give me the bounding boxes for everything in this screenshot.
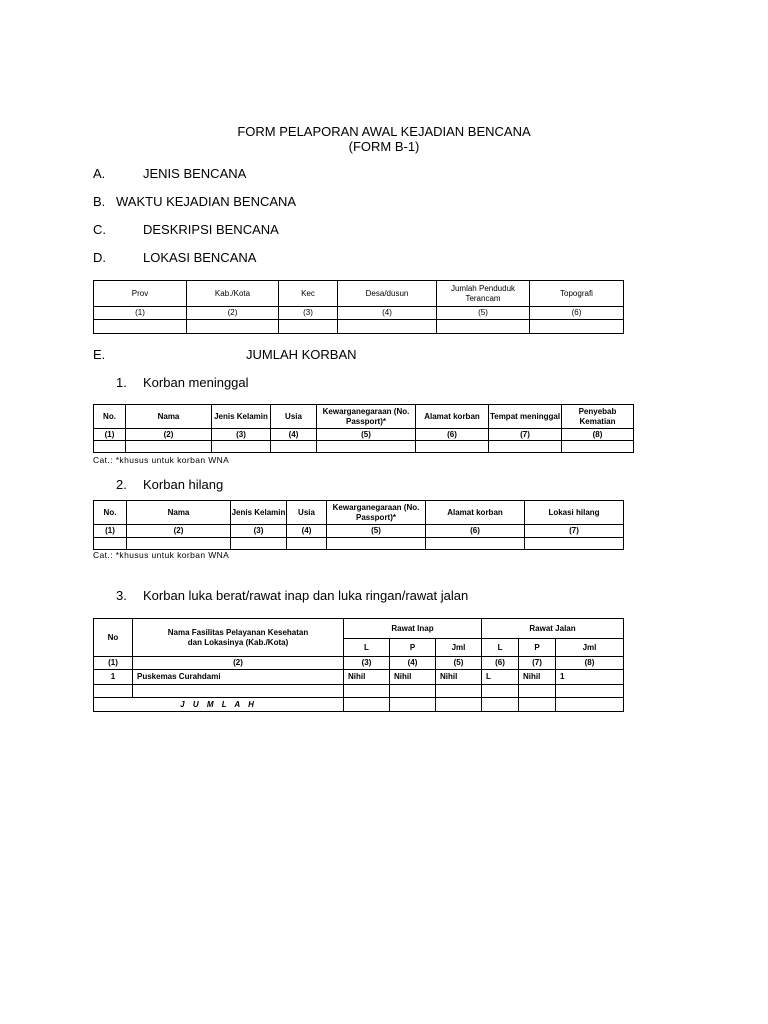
form-title: FORM PELAPORAN AWAL KEJADIAN BENCANA <box>237 124 531 139</box>
section-d-label: LOKASI BENCANA <box>143 250 257 265</box>
header-prov: Prov <box>94 281 187 307</box>
cell-inap-jml: Nihil <box>436 670 482 685</box>
section-a-letter: A. <box>93 166 106 181</box>
table-number-row <box>94 307 624 320</box>
korban-meninggal-note: Cat.: *khusus untuk korban WNA <box>93 455 230 465</box>
table-row <box>94 670 624 685</box>
col-number: (6) <box>482 657 519 670</box>
table-row <box>94 320 624 334</box>
col-number: (2) <box>126 429 212 441</box>
table-header-row <box>94 619 624 639</box>
table-row <box>94 538 624 550</box>
subheader-l: L <box>344 639 390 657</box>
col-number: (8) <box>556 657 624 670</box>
header-tempat-meninggal: Tempat meninggal <box>489 405 562 429</box>
subheader-jml: Jml <box>556 639 624 657</box>
section-d-letter: D. <box>93 250 106 265</box>
korban-hilang-label: Korban hilang <box>143 477 224 492</box>
col-number: (8) <box>562 429 634 441</box>
header-kewarganegaraan: Kewarganegaraan (No. Passport)* <box>327 501 426 525</box>
korban-meninggal-number: 1. <box>116 375 127 390</box>
col-number: (6) <box>426 525 525 538</box>
subheader-p: P <box>390 639 436 657</box>
cell-inap-l: Nihil <box>344 670 390 685</box>
table-number-row <box>94 429 634 441</box>
col-number: (5) <box>437 307 530 320</box>
col-number: (3) <box>344 657 390 670</box>
col-number: (3) <box>279 307 338 320</box>
col-number: (4) <box>287 525 327 538</box>
col-number: (5) <box>327 525 426 538</box>
table-header-row <box>94 281 624 307</box>
header-usia: Usia <box>287 501 327 525</box>
korban-meninggal-table <box>93 404 634 453</box>
cell-inap-p: Nihil <box>390 670 436 685</box>
col-number: (1) <box>94 657 133 670</box>
header-alamat: Alamat korban <box>416 405 489 429</box>
col-number: (1) <box>94 307 187 320</box>
korban-hilang-number: 2. <box>116 477 127 492</box>
korban-luka-number: 3. <box>116 588 127 603</box>
col-number: (5) <box>436 657 482 670</box>
subheader-jml: Jml <box>436 639 482 657</box>
cell-no: 1 <box>94 670 133 685</box>
table-number-row <box>94 525 624 538</box>
korban-hilang-note: Cat.: *khusus untuk korban WNA <box>93 550 230 560</box>
cell-fasilitas: Puskemas Curahdami <box>133 670 344 685</box>
cell-jalan-p: Nihil <box>519 670 556 685</box>
table-number-row <box>94 657 624 670</box>
cell-jalan-jml: 1 <box>556 670 624 685</box>
jumlah-row <box>94 698 624 712</box>
header-jumlah-penduduk: Jumlah Penduduk Terancam <box>437 281 530 307</box>
col-number: (7) <box>525 525 624 538</box>
section-b-label: WAKTU KEJADIAN BENCANA <box>116 194 297 209</box>
korban-luka-label: Korban luka berat/rawat inap dan luka ringan/rawat jalan <box>143 588 469 603</box>
korban-meninggal-label: Korban meninggal <box>143 375 249 390</box>
col-number: (3) <box>231 525 287 538</box>
subheader-l: L <box>482 639 519 657</box>
table-header-row <box>94 405 634 429</box>
section-c-letter: C. <box>93 222 106 237</box>
section-c-label: DESKRIPSI BENCANA <box>143 222 279 237</box>
header-rawat-jalan: Rawat Jalan <box>482 619 624 639</box>
header-no: No. <box>94 501 127 525</box>
col-number: (2) <box>133 657 344 670</box>
header-alamat: Alamat korban <box>426 501 525 525</box>
header-kab-kota: Kab./Kota <box>187 281 279 307</box>
lokasi-table <box>93 280 624 334</box>
header-desa-dusun: Desa/dusun <box>338 281 437 307</box>
col-number: (7) <box>489 429 562 441</box>
jumlah-label: J U M L A H <box>94 698 344 712</box>
header-usia: Usia <box>271 405 317 429</box>
form-subtitle: (FORM B-1) <box>348 139 420 154</box>
cell-jalan-l: L <box>482 670 519 685</box>
header-no: No <box>94 619 133 657</box>
col-number: (3) <box>212 429 271 441</box>
col-number: (4) <box>271 429 317 441</box>
col-number: (1) <box>94 429 126 441</box>
header-no: No. <box>94 405 126 429</box>
table-row <box>94 441 634 453</box>
header-jenis-kelamin: Jenis Kelamin <box>212 405 271 429</box>
header-jenis-kelamin: Jenis Kelamin <box>231 501 287 525</box>
header-penyebab-kematian: Penyebab Kematian <box>562 405 634 429</box>
section-b-letter: B. <box>93 194 106 209</box>
col-number: (5) <box>317 429 416 441</box>
section-e-letter: E. <box>93 347 106 362</box>
table-row <box>94 685 624 698</box>
col-number: (2) <box>187 307 279 320</box>
header-rawat-inap: Rawat Inap <box>344 619 482 639</box>
section-a-label: JENIS BENCANA <box>143 166 247 181</box>
col-number: (7) <box>519 657 556 670</box>
header-kec: Kec <box>279 281 338 307</box>
korban-luka-table <box>93 618 624 712</box>
col-number: (4) <box>338 307 437 320</box>
subheader-p: P <box>519 639 556 657</box>
header-nama: Nama <box>126 405 212 429</box>
header-kewarganegaraan: Kewarganegaraan (No. Passport)* <box>317 405 416 429</box>
header-topografi: Topografi <box>530 281 624 307</box>
col-number: (6) <box>530 307 624 320</box>
table-header-row <box>94 501 624 525</box>
col-number: (6) <box>416 429 489 441</box>
header-fasilitas: Nama Fasilitas Pelayanan Kesehatan dan Lokasinya (Kab./Kota) <box>133 619 344 657</box>
col-number: (4) <box>390 657 436 670</box>
header-nama: Nama <box>127 501 231 525</box>
col-number: (2) <box>127 525 231 538</box>
korban-hilang-table <box>93 500 624 550</box>
header-lokasi-hilang: Lokasi hilang <box>525 501 624 525</box>
col-number: (1) <box>94 525 127 538</box>
section-e-label: JUMLAH KORBAN <box>246 347 357 362</box>
